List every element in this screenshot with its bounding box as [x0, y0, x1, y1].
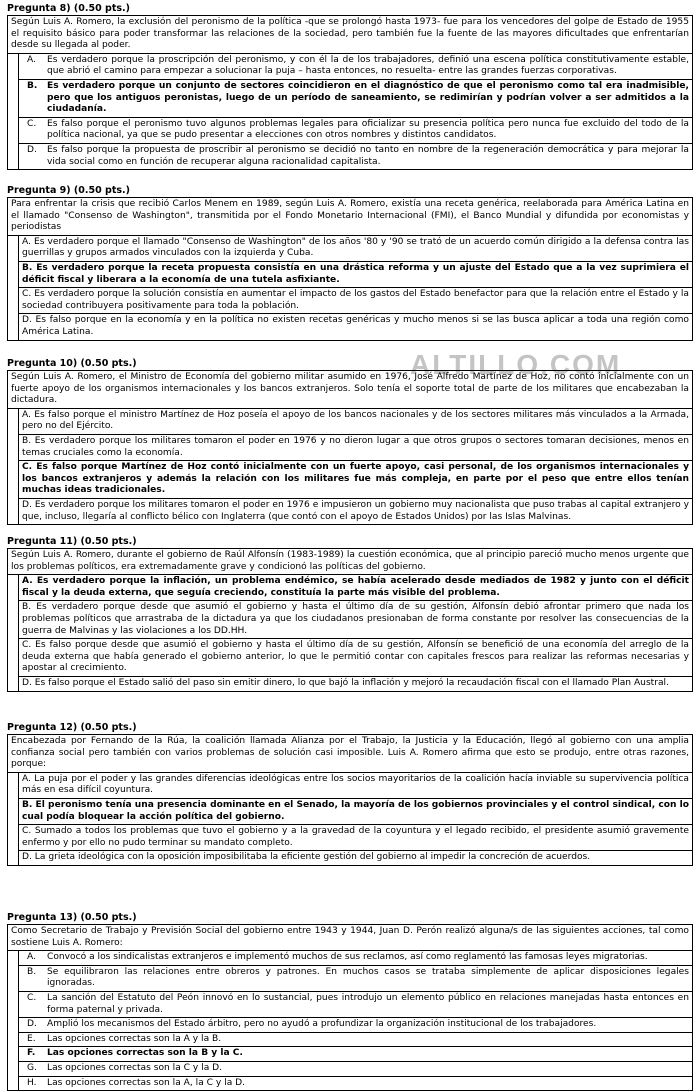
option-letter: E. [27, 1033, 36, 1044]
question-title: Pregunta 8) (0.50 pts.) [7, 3, 130, 14]
option-letter: A. [27, 952, 36, 963]
option-f[interactable] [18, 1046, 692, 1061]
option-a[interactable] [18, 409, 692, 434]
question-11 [7, 536, 693, 692]
options-list [7, 54, 693, 170]
option-h[interactable] [18, 1076, 692, 1091]
option-letter: B. [27, 966, 37, 977]
question-8 [7, 3, 693, 170]
option-d[interactable] [18, 850, 692, 865]
option-text: Se equilibraron las relaciones entre obreros y patrones. En muchos casos se trataba simplemente de aplicar disposiciones legales ignoradas. [47, 966, 689, 989]
option-text: Es verdadero porque la proscripción del peronismo, y con él la de los trabajadores, definió una escena política constitutivamente estable, que abrió el camino para empezar a solucionar la puja – hasta entonces, no resuelta- entre las grandes fuerzas corporativas. [47, 54, 689, 77]
option-text: D. La grieta ideológica con la oposición imposibilitaba la eficiente gestión del gobierno al impedir la concreción de acuerdos. [22, 852, 591, 863]
option-a[interactable] [18, 54, 692, 79]
option-letter: G. [27, 1062, 37, 1073]
option-b[interactable] [18, 798, 692, 824]
option-letter: H. [27, 1077, 37, 1088]
option-text: Las opciones correctas son la C y la D. [47, 1062, 223, 1073]
question-stem: Según Luis A. Romero, la exclusión del peronismo de la política -que se prolongó hasta 1973- fue para los vencedores del golpe de Estado de 1955 el requisito básico para poder transformar las relaciones de la sociedad, pero también fue la fuente de las mayores dificultades que enfrentarían desde su llegada al poder. [7, 15, 693, 54]
question-stem: Como Secretario de Trabajo y Previsión Social del gobierno entre 1943 y 1944, Juan D. Perón realizó alguna/s de las siguientes acciones, tal como sostiene Luis A. Romero: [7, 924, 693, 951]
question-title: Pregunta 13) (0.50 pts.) [7, 912, 137, 923]
option-c[interactable] [18, 824, 692, 850]
option-c[interactable] [18, 991, 692, 1017]
options-list [7, 951, 693, 1091]
option-text: Es falso porque el peronismo tuvo algunos problemas legales para oficializar su presencia política pero nunca fue excluido del todo de la política nacional, ya que se pudo presentar a elecciones con otros nombres y distintos candidatos. [47, 118, 689, 141]
options-list [7, 409, 693, 525]
option-c[interactable] [18, 117, 692, 143]
option-d[interactable] [18, 313, 692, 339]
option-text: Las opciones correctas son la A y la B. [47, 1033, 222, 1044]
question-stem: Según Luis A. Romero, el Ministro de Economía del gobierno militar asumido en 1976, José Alfredo Martínez de Hoz, no contó inicialmente con un fuerte apoyo de los organismos internacionales y los bancos extranjeros. Solo tenía el soporte total de parte de los militares que encabezaban la dictadura. [7, 370, 693, 409]
option-text: B. Es verdadero porque desde que asumió el gobierno y hasta el último día de su gestión, Alfonsín debió afrontar primero que nada los problemas políticos que arrastraba de la dictadura ya que los ciudadanos presionaban de forma constante por resolver las consecuencias de la guerra de Malvinas y las violaciones a los DD.HH. [22, 602, 689, 636]
option-d[interactable] [18, 1017, 692, 1032]
option-a[interactable] [18, 951, 692, 965]
option-text: C. Es falso porque desde que asumió el gobierno y hasta el último día de su gestión, Alfonsín se benefició de una economía del arreglo de la deuda externa que había generado el gobierno anterior, lo que le permitió contar con capitales frescos para realizar las reformas necesarias y apostar al crecimiento. [22, 640, 689, 674]
option-text: B. Es verdadero porque los militares tomaron el poder en 1976 y no dieron lugar a que otros grupos o sectores tomaran decisiones, menos en temas cruciales como la economía. [22, 435, 689, 458]
option-text: D. Es falso porque en la economía y en la política no existen recetas genéricas y mucho menos si se las busca aplicar a toda una región como América Latina. [22, 315, 689, 337]
question-9 [7, 185, 693, 341]
question-title: Pregunta 10) (0.50 pts.) [7, 358, 137, 369]
option-c[interactable] [18, 287, 692, 313]
option-d[interactable] [18, 498, 692, 524]
watermark-text: ALTILLO.COM [410, 349, 622, 380]
option-text: Es falso porque la propuesta de proscribir al peronismo se decidió no tanto en nombre de la regeneración democrática y para mejorar la vida social como en función de recuperar alguna racionalidad capitalista. [47, 144, 689, 167]
option-letter: C. [27, 118, 37, 129]
options-list [7, 773, 693, 866]
option-letter: F. [27, 1048, 36, 1059]
option-letter: C. [27, 992, 37, 1003]
option-a[interactable] [18, 575, 692, 600]
option-letter: D. [27, 1019, 37, 1030]
question-13 [7, 912, 693, 1091]
option-text: La sanción del Estatuto del Peón innovó en lo sustancial, pues introdujo un elemento público en relaciones manejadas hasta entonces en forma paternal y privada. [47, 992, 689, 1015]
option-d[interactable] [18, 676, 692, 691]
question-title: Pregunta 9) (0.50 pts.) [7, 185, 130, 196]
question-title: Pregunta 12) (0.50 pts.) [7, 722, 137, 733]
question-title: Pregunta 11) (0.50 pts.) [7, 536, 137, 547]
question-12 [7, 722, 693, 866]
option-text: A. Es verdadero porque la inflación, un problema endémico, se había acelerado desde mediados de 1982 y junto con el déficit fiscal y la deuda externa, que seguía creciendo, constituía la parte más visible del problema. [22, 576, 689, 598]
option-b[interactable] [18, 965, 692, 991]
question-10 [7, 358, 693, 525]
option-text: Convocó a los sindicalistas extranjeros e implementó muchos de sus reclamos, así como reglamentó las famosas leyes migratorias. [47, 952, 648, 963]
option-letter: B. [27, 80, 38, 91]
option-text: Amplió los mecanismos del Estado árbitro, pero no ayudó a profundizar la organización institucional de los trabajadores. [47, 1019, 597, 1030]
option-text: D. Es falso porque el Estado salió del paso sin emitir dinero, lo que bajó la inflación y mejoró la recaudación fiscal con el llamado Plan Austral. [22, 677, 669, 688]
option-text: Es verdadero porque un conjunto de sectores coincidieron en el diagnóstico de que el peronismo como tal era inadmisible, pero que los antiguos peronistas, luego de un período de saneamiento, se redimirían y podrían volver a ser admitidos a la ciudadanía. [47, 80, 689, 115]
option-e[interactable] [18, 1032, 692, 1047]
option-b[interactable] [18, 434, 692, 460]
option-text: D. Es verdadero porque los militares tomaron el poder en 1976 e impusieron un gobierno muy nacionalista que puso trabas al capital extranjero y que, incluso, llegaría al conflicto bélico con Inglaterra (que contó con el apoyo de Estados Unidos) por las Islas Malvinas. [22, 499, 689, 522]
option-text: B. El peronismo tenía una presencia dominante en el Senado, la mayoría de los gobiernos provinciales y el control sindical, con lo cual podía bloquear la acción política del gobierno. [22, 799, 689, 822]
option-letter: A. [27, 54, 36, 65]
option-text: A. La puja por el poder y las grandes diferencias ideológicas entre los socios mayoritarios de la coalición hacía inviable su supervivencia política más en esa difícil coyuntura. [22, 773, 689, 796]
option-c[interactable] [18, 460, 692, 498]
options-list [7, 575, 693, 691]
options-list [7, 236, 693, 341]
option-g[interactable] [18, 1061, 692, 1076]
option-text: C. Sumado a todos los problemas que tuvo el gobierno y a la gravedad de la coyuntura y el legado recibido, el presidente asumió gravemente enfermo y por ello no pudo terminar su mandato completo. [22, 826, 689, 848]
option-text: C. Es falso porque Martínez de Hoz contó inicialmente con un fuerte apoyo, casi personal, de los organismos internacionales y los bancos extranjeros y además la relación con los militares fue más compleja, en parte por el peso que entre ellos tenían muchas ideas tradicionales. [22, 462, 689, 496]
question-stem: Para enfrentar la crisis que recibió Carlos Menem en 1989, según Luis A. Romero, existía una receta genérica, reelaborada para América Latina en el llamado "Consenso de Washington", transmitida por el Fondo Monetario Internacional (FMI), el Banco Mundial y difundida por economistas y periodistas [7, 197, 693, 236]
option-d[interactable] [18, 143, 692, 169]
option-a[interactable] [18, 773, 692, 798]
option-text: Las opciones correctas son la A, la C y la D. [47, 1077, 246, 1088]
option-b[interactable] [18, 261, 692, 287]
option-text: C. Es verdadero porque la solución consistía en aumentar el impacto de los gastos del Estado benefactor para que la relación entre el Estado y la sociedad contribuyera positivamente para toda la población. [22, 289, 689, 311]
option-c[interactable] [18, 638, 692, 676]
option-text: A. Es verdadero porque el llamado "Consenso de Washington" de los años '80 y '90 se trató de un acuerdo común dirigido a la defensa contra las guerrillas y grupos armados vinculados con la izquierda y Cuba. [22, 236, 689, 259]
option-b[interactable] [18, 600, 692, 638]
option-b[interactable] [18, 79, 692, 117]
option-a[interactable] [18, 236, 692, 261]
option-text: Las opciones correctas son la B y la C. [47, 1048, 243, 1059]
option-text: B. Es verdadero porque la receta propuesta consistía en una drástica reforma y un ajuste del Estado que a la vez suprimiera el déficit fiscal y liberara a la economía de una tutela asfixiante. [22, 262, 689, 285]
question-stem: Según Luis A. Romero, durante el gobierno de Raúl Alfonsín (1983-1989) la cuestión económica, que al principio pareció mucho menos urgente que los problemas políticos, era extremadamente grave y condicionó las políticas del gobierno. [7, 548, 693, 575]
option-letter: D. [27, 144, 37, 155]
question-stem: Encabezada por Fernando de la Rúa, la coalición llamada Alianza por el Trabajo, la Justicia y la Educación, llegó al gobierno con una amplia confianza social pero también con varios problemas de solución casi imposible. Luis A. Romero afirma que esto se produjo, entre otras razones, porque: [7, 734, 693, 773]
option-text: A. Es falso porque el ministro Martínez de Hoz poseía el apoyo de los bancos nacionales y de los sectores militares más vinculados a la Armada, pero no del Ejército. [22, 409, 689, 432]
